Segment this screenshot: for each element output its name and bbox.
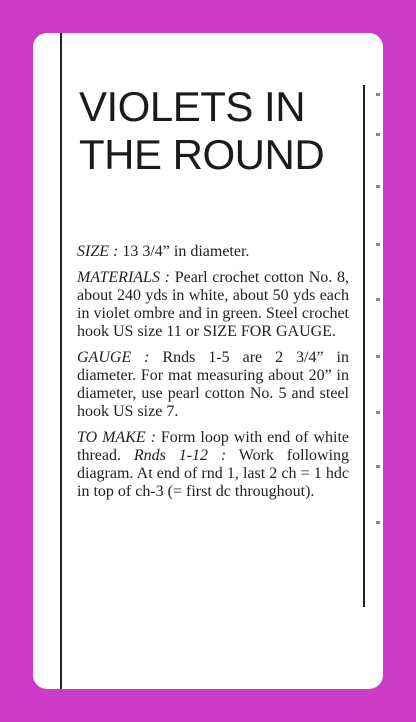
title-line-1: VIOLETS IN [79, 83, 306, 130]
right-column-rule [363, 85, 365, 607]
materials-paragraph [77, 269, 349, 341]
gauge-text: Rnds 1-5 are 2 3/4” in diameter. For mat measuring about 20” in diameter, use pearl cotton No. 5 and steel hook US size 7. [77, 349, 349, 420]
gauge-label: GAUGE : [77, 349, 150, 366]
adjacent-column-edge [374, 93, 383, 533]
materials-text: Pearl crochet cotton No. 8, about 240 yds in white, about 50 yds each in violet ombre and in green. Steel crochet hook US size 11 or SIZE FOR GAUGE. [77, 269, 349, 340]
size-paragraph [77, 243, 349, 261]
gauge-paragraph [77, 349, 349, 421]
to-make-text-1: Form loop with end of white thread. [77, 429, 349, 464]
to-make-label: TO MAKE : [77, 429, 156, 446]
left-column-rule [60, 33, 62, 689]
page-card [33, 33, 383, 689]
title-line-2: THE ROUND [79, 131, 325, 178]
size-text: 13 3/4” in diameter. [118, 243, 250, 260]
to-make-text-2: Work following diagram. At end of rnd 1, last 2 ch = 1 hdc in top of ch-3 (= first dc throughout). [77, 447, 350, 500]
size-label: SIZE : [77, 243, 119, 260]
to-make-paragraph [77, 429, 349, 501]
article-body [77, 243, 349, 509]
rounds-label: Rnds 1-12 : [133, 447, 227, 464]
materials-label: MATERIALS : [77, 269, 170, 286]
article-title [79, 83, 359, 179]
